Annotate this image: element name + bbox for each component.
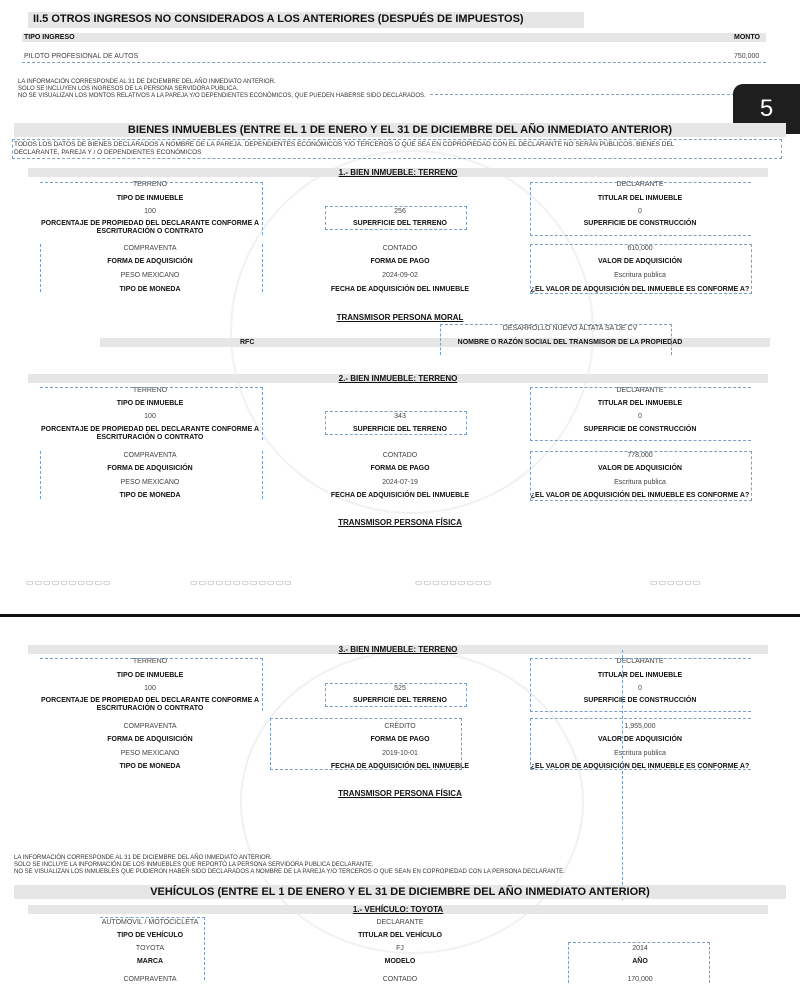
inmueble1-sup-terreno-value: 256	[394, 208, 406, 215]
otros-ingresos-title: II.5 OTROS INGRESOS NO CONSIDERADOS A LOS ANTERIORES (DESPUÉS DE IMPUESTOS)	[33, 13, 524, 25]
inmueble1-razon-social-value: DESARROLLO NUEVO ALTATA SA DE CV	[502, 325, 638, 332]
note1-line2: SOLO SE INCLUYEN LOS INGRESOS DE LA PERSONA SERVIDORA PUBLICA.	[18, 86, 239, 92]
inmueble2-tipo-value: TERRENO	[132, 387, 168, 394]
inmueble3-forma-pago-value: CRÉDITO	[384, 723, 416, 730]
vehiculo-anio-label: AÑO	[632, 958, 648, 965]
vehiculo-marca-value: TOYOTA	[135, 945, 165, 952]
porcentaje-label-1: PORCENTAJE DE PROPIEDAD DEL DECLARANTE CONFORME A	[40, 220, 260, 227]
valor-conforme-label-3: ¿EL VALOR DE ADQUISICIÓN DEL INMUEBLE ES CONFORME A?	[530, 763, 750, 770]
valor-conforme-label: ¿EL VALOR DE ADQUISICIÓN DEL INMUEBLE ES CONFORME A?	[530, 286, 750, 293]
inmueble3-title: 3.- BIEN INMUEBLE: TERRENO	[338, 645, 458, 654]
tipo-moneda-label: TIPO DE MONEDA	[119, 286, 181, 293]
inmueble1-moneda-value: PESO MEXICANO	[120, 272, 180, 279]
razon-social-label: NOMBRE O RAZÓN SOCIAL DEL TRANSMISOR DE LA PROPIEDAD	[457, 339, 683, 346]
porcentaje-label-2b: ESCRITURACIÓN O CONTRATO	[96, 434, 204, 441]
inmueble3-porcentaje-value: 100	[144, 685, 156, 692]
forma-pago-label-2: FORMA DE PAGO	[370, 465, 430, 472]
inmueble2-transmisor: TRANSMISOR PERSONA FÍSICA	[338, 518, 462, 527]
porcentaje-label-3b: ESCRITURACIÓN O CONTRATO	[96, 705, 204, 712]
inmueble1-sup-construccion-value: 0	[638, 208, 642, 215]
inmueble3-forma-adq-value: COMPRAVENTA	[123, 723, 177, 730]
forma-adquisicion-label-3: FORMA DE ADQUISICIÓN	[107, 736, 193, 743]
inmueble1-valor-value: 610,000	[627, 245, 653, 252]
titular-inmueble-label: TITULAR DEL INMUEBLE	[597, 195, 683, 202]
inmueble1-forma-pago-value: CONTADO	[382, 245, 418, 252]
bienes-note-line1: TODOS LOS DATOS DE BIENES DECLARADOS A NOMBRE DE LA PAREJA, DEPENDIENTES ECONÓMICOS Y/O TERCEROS O QUE SEA EN COPROPIEDAD CON EL DECLARANTE NO SERÁN PÚBLICOS. BIENES DEL	[14, 141, 675, 148]
titular-inmueble-label-3: TITULAR DEL INMUEBLE	[597, 672, 683, 679]
vehiculo-forma-pago-value: CONTADO	[382, 976, 418, 983]
tipo-inmueble-label-2: TIPO DE INMUEBLE	[116, 400, 184, 407]
inmueble3-sup-terreno-value: 525	[394, 685, 406, 692]
sup-construccion-label-2: SUPERFICIE DE CONSTRUCCIÓN	[583, 426, 697, 433]
inmueble3-valor-value: 1,955,000	[624, 723, 656, 730]
inmueble2-fecha-value: 2024-07-19	[382, 479, 418, 486]
vehiculo-marca-label: MARCA	[136, 958, 164, 965]
forma-pago-label: FORMA DE PAGO	[370, 258, 430, 265]
vehiculo1-title: 1.- VEHÍCULO: TOYOTA	[352, 905, 444, 914]
inmueble2-forma-adq-value: COMPRAVENTA	[123, 452, 177, 459]
inmueble3-fecha-value: 2019-10-01	[382, 750, 418, 757]
tipo-moneda-label-3: TIPO DE MONEDA	[119, 763, 181, 770]
note2-line3: NO SE VISUALIZAN LOS INMUEBLES QUE PUDIERON HABER SIDO DECLARADOS A NOMBRE DE LA PAREJA Y/O TERCEROS O QUE SEAN EN COPROPIEDAD CON LA PERSONA DECLARANTE.	[14, 869, 565, 875]
footer-redacted-2: ▭▭▭▭▭▭▭▭▭▭▭▭	[190, 578, 293, 587]
sup-terreno-label: SUPERFICIE DEL TERRENO	[353, 220, 447, 227]
table-header-bar	[22, 33, 766, 42]
porcentaje-label-2: ESCRITURACIÓN O CONTRATO	[96, 228, 204, 235]
note2-line1: LA INFORMACIÓN CORRESPONDE AL 31 DE DICIEMBRE DEL AÑO INMEDIATO ANTERIOR.	[14, 855, 272, 861]
inmueble2-forma-pago-value: CONTADO	[382, 452, 418, 459]
footer-redacted-4: ▭▭▭▭▭▭	[650, 578, 702, 587]
inmueble3-tipo-value: TERRENO	[132, 658, 168, 665]
vehiculo-valor-value: 170,000	[627, 976, 653, 983]
inmueble1-tipo-value: TERRENO	[132, 181, 168, 188]
note2-line2: SOLO SE INCLUYE LA INFORMACIÓN DE LOS INMUEBLES QUE REPORTÓ LA PERSONA SERVIDORA PUBLICA DECLARANTE.	[14, 862, 374, 868]
col-tipo-ingreso: TIPO INGRESO	[24, 34, 75, 41]
forma-adquisicion-label: FORMA DE ADQUISICIÓN	[107, 258, 193, 265]
inmueble1-fecha-value: 2024-09-02	[382, 272, 418, 279]
inmueble1-porcentaje-value: 100	[144, 208, 156, 215]
inmueble3-sup-construccion-value: 0	[638, 685, 642, 692]
valor-adquisicion-label-2: VALOR DE ADQUISICIÓN	[597, 465, 682, 472]
bienes-note-line2: DECLARANTE, PAREJA Y / O DEPENDIENTES ECONÓMICOS	[14, 149, 202, 156]
col-monto: MONTO	[734, 34, 760, 41]
inmueble2-moneda-value: PESO MEXICANO	[120, 479, 180, 486]
tipo-inmueble-label: TIPO DE INMUEBLE	[116, 195, 184, 202]
valor-adquisicion-label: VALOR DE ADQUISICIÓN	[597, 258, 682, 265]
inmueble3-titular-value: DECLARANTE	[616, 658, 664, 665]
inmueble1-forma-adq-value: COMPRAVENTA	[123, 245, 177, 252]
valor-conforme-label-2: ¿EL VALOR DE ADQUISICIÓN DEL INMUEBLE ES CONFORME A?	[530, 492, 750, 499]
vehiculo-titular-value: DECLARANTE	[376, 919, 424, 926]
inmueble1-titular-value: DECLARANTE	[616, 181, 664, 188]
vehiculo-modelo-label: MODELO	[384, 958, 416, 965]
sup-terreno-label-3: SUPERFICIE DEL TERRENO	[353, 697, 447, 704]
vehiculo-tipo-value: AUTOMÓVIL / MOTOCICLETA	[101, 919, 199, 926]
note1-line1: LA INFORMACIÓN CORRESPONDE AL 31 DE DICIEMBRE DEL AÑO INMEDIATO ANTERIOR.	[18, 79, 276, 85]
inmueble2-porcentaje-value: 100	[144, 413, 156, 420]
vehiculo-tipo-label: TIPO DE VEHÍCULO	[116, 932, 184, 939]
vehiculos-title: VEHÍCULOS (ENTRE EL 1 DE ENERO Y EL 31 DE DICIEMBRE DEL AÑO INMEDIATO ANTERIOR)	[150, 886, 650, 898]
fecha-adquisicion-label: FECHA DE ADQUISICIÓN DEL INMUEBLE	[330, 286, 470, 293]
inmueble3-conforme-value: Escritura publica	[614, 750, 666, 757]
porcentaje-label-3a: PORCENTAJE DE PROPIEDAD DEL DECLARANTE CONFORME A	[40, 697, 260, 704]
sup-construccion-label: SUPERFICIE DE CONSTRUCCIÓN	[583, 220, 697, 227]
bienes-title: BIENES INMUEBLES (ENTRE EL 1 DE ENERO Y EL 31 DE DICIEMBRE DEL AÑO INMEDIATO ANTERIOR)	[127, 124, 673, 136]
inmueble2-title: 2.- BIEN INMUEBLE: TERRENO	[338, 374, 458, 383]
inmueble2-titular-value: DECLARANTE	[616, 387, 664, 394]
ingreso-monto-value: 750,000	[734, 53, 760, 60]
inmueble1-transmisor: TRANSMISOR PERSONA MORAL	[336, 313, 464, 322]
vehiculo-modelo-value: FJ	[396, 945, 404, 952]
note1-line3: NO SE VISUALIZAN LOS MONTOS RELATIVOS A LA PAREJA Y/O DEPENDIENTES ECONÓMICOS, QUE PUEDEN HABERSE SIDO DECLARADOS.	[18, 93, 426, 99]
tipo-inmueble-label-3: TIPO DE INMUEBLE	[116, 672, 184, 679]
vehiculo-forma-adq-value: COMPRAVENTA	[123, 976, 177, 983]
fecha-adquisicion-label-3: FECHA DE ADQUISICIÓN DEL INMUEBLE	[330, 763, 470, 770]
sup-construccion-label-3: SUPERFICIE DE CONSTRUCCIÓN	[583, 697, 697, 704]
inmueble2-sup-terreno-value: 343	[394, 413, 406, 420]
inmueble2-sup-construccion-value: 0	[638, 413, 642, 420]
footer-redacted-3: ▭▭▭▭▭▭▭▭▭	[415, 578, 493, 587]
inmueble2-valor-value: 778,000	[627, 452, 653, 459]
footer-redacted-1: ▭▭▭▭▭▭▭▭▭▭	[26, 578, 112, 587]
inmueble2-conforme-value: Escritura publica	[614, 479, 666, 486]
vehiculo-titular-label: TITULAR DEL VEHÍCULO	[358, 932, 442, 939]
tipo-moneda-label-2: TIPO DE MONEDA	[119, 492, 181, 499]
page-number-badge: 5	[733, 84, 800, 134]
titular-inmueble-label-2: TITULAR DEL INMUEBLE	[597, 400, 683, 407]
vehiculo-anio-value: 2014	[632, 945, 648, 952]
inmueble3-moneda-value: PESO MEXICANO	[120, 750, 180, 757]
rfc-label: RFC	[240, 339, 255, 346]
inmueble3-transmisor: TRANSMISOR PERSONA FÍSICA	[338, 789, 462, 798]
inmueble1-conforme-value: Escritura publica	[614, 272, 666, 279]
ingreso-tipo-value: PILOTO PROFESIONAL DE AUTOS	[24, 53, 139, 60]
valor-adquisicion-label-3: VALOR DE ADQUISICIÓN	[597, 736, 682, 743]
forma-adquisicion-label-2: FORMA DE ADQUISICIÓN	[107, 465, 193, 472]
inmueble1-title: 1.- BIEN INMUEBLE: TERRENO	[338, 168, 458, 177]
porcentaje-label-2a: PORCENTAJE DE PROPIEDAD DEL DECLARANTE CONFORME A	[40, 426, 260, 433]
page-divider	[0, 614, 800, 617]
fecha-adquisicion-label-2: FECHA DE ADQUISICIÓN DEL INMUEBLE	[330, 492, 470, 499]
sup-terreno-label-2: SUPERFICIE DEL TERRENO	[353, 426, 447, 433]
forma-pago-label-3: FORMA DE PAGO	[370, 736, 430, 743]
